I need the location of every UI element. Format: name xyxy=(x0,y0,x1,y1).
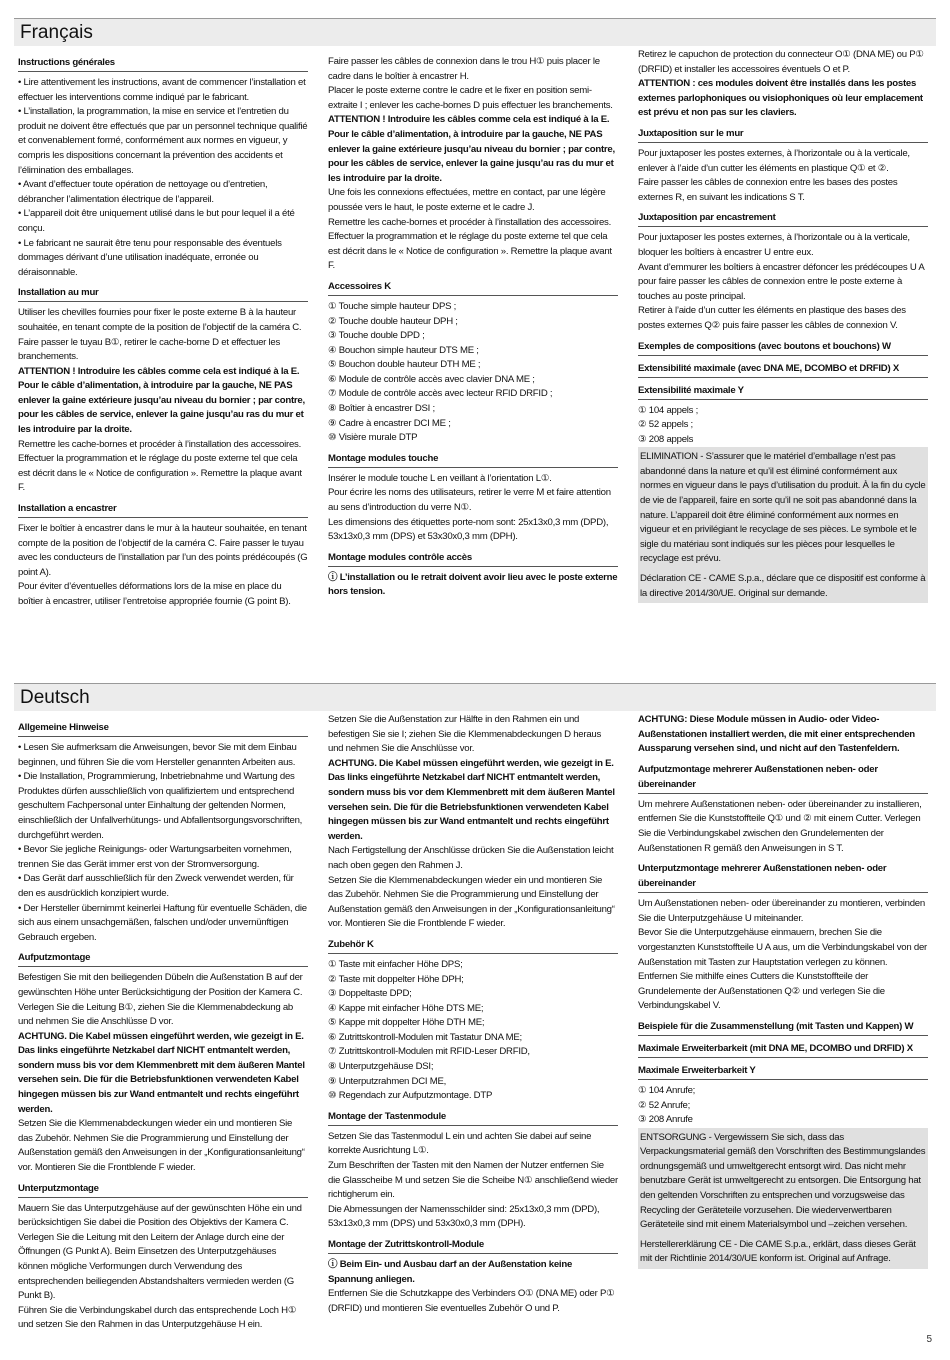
section-heading: Extensibilité maximale (avec DNA ME, DCOMBO et DRFID) X xyxy=(638,361,928,378)
body-paragraph: Faire passer les câbles de connexion dans le trou H① puis placer le cadre dans le boîtier à encastrer H. xyxy=(328,56,600,82)
body-paragraph: • Le fabricant ne saurait être tenu pour responsable des éventuels dommages dérivant d’une utilisation inadéquate, erronée ou déraisonnable. xyxy=(18,237,282,278)
section-heading: Instructions générales xyxy=(18,55,308,72)
section-heading: Montage der Tastenmodule xyxy=(328,1109,618,1126)
section-heading: Maximale Erweiterbarkeit Y xyxy=(638,1063,928,1080)
body-paragraph: Bevor Sie die Unterputzgehäuse einmauern, brechen Sie die vorgestanzten Kunststoffteile U A aus, um die Verbindungskabel von der Außenstation mit Tasten zur Hauptstation verlegen zu können. xyxy=(638,927,927,968)
body-paragraph: Setzen Sie die Außenstation zur Hälfte in den Rahmen ein und befestigen Sie sie I; ziehen Sie die Klemmenabdeckungen D heraus und nehmen Sie die Anschlüsse vor. xyxy=(328,714,602,755)
section-heading: Allgemeine Hinweise xyxy=(18,720,308,737)
body-paragraph: Pour écrire les noms des utilisateurs, retirer le verre M et faire attention au sens d’introduction du verre N①. xyxy=(328,487,611,514)
body-paragraph: • Die Installation, Programmierung, Inbetriebnahme und Wartung des Produktes dürfen ausschließlich von qualifiziertem und entsprechend geschultem Fachpersonal unter Einhaltung der geltenden Normen, einschließlich der Unfallverhütungs- und Abfallentsorgungsvorschriften, durchgeführt werden. xyxy=(18,771,303,841)
section-heading: Extensibilité maximale Y xyxy=(638,383,928,400)
body-paragraph: ③ Doppeltaste DPD; xyxy=(328,988,412,1000)
body-paragraph: Remettre les cache-bornes et procéder à l’installation des accessoires. Effectuer la programmation et le réglage du poste externe tel que cela est décrit dans le « Notice de configuration ». Remettre la plaque avant F. xyxy=(18,438,302,494)
section-heading: Aufputzmontage xyxy=(18,950,308,967)
body-paragraph: Entfernen Sie mithilfe eines Cutters die Kunststoffteile der Grundelemente der Außenstationen Q② und verlegen Sie die Verbindungskabel V. xyxy=(638,971,885,1012)
body-paragraph: Faire passer les câbles de connexion entre les bases des postes externes R, en suivant les indications S T. xyxy=(638,177,898,203)
body-paragraph: ③ Touche double DPD ; xyxy=(328,330,425,342)
body-paragraph: Entfernen Sie die Schutzkappe des Verbinders O① (DNA ME) oder P① (DRFID) und montieren Sie eventuelles Zubehör O und P. xyxy=(328,1288,615,1314)
body-paragraph: ⑤ Kappe mit doppelter Höhe DTH ME; xyxy=(328,1017,485,1029)
warning-paragraph: ATTENTION ! Introduire les câbles comme cela est indiqué à la E. Pour le câble d’alimentation, à introduire par la gauche, NE PAS enlever la gaine extérieure jusqu’au niveau du bornier ; par contre, pour les câbles de service, enlever la gaine jusqu’au ras du mur et les introduire par la droite. xyxy=(328,114,615,184)
body-paragraph: ④ Bouchon simple hauteur DTS ME ; xyxy=(328,344,479,356)
body-paragraph: Insérer le module touche L en veillant à l’orientation L①. xyxy=(328,472,552,484)
fr-column-2 xyxy=(328,55,618,600)
body-paragraph: ⑧ Unterputzgehäuse DSI; xyxy=(328,1061,434,1073)
body-paragraph: ⑥ Module de contrôle accès avec clavier DNA ME ; xyxy=(328,373,535,385)
body-paragraph: ⑦ Module de contrôle accès avec lecteur RFID DRFID ; xyxy=(328,388,553,400)
body-paragraph: Placer le poste externe contre le cadre et le fixer en position semi-extraite I ; enlever les cache-bornes D puis effectuer les branchements. xyxy=(328,85,613,111)
warning-paragraph: ACHTUNG. Die Kabel müssen eingeführt werden, wie gezeigt in E. Das links eingeführte Netzkabel darf NICHT entmantelt werden, sondern muss bis vor dem Klemmenbrett mit dem äußeren Mantel versehen sein. Die für die Betriebsfunktionen verwendeten Kabel hingegen müssen bis zur Wand entmantelt und rechts eingeführt werden. xyxy=(18,1030,305,1115)
body-paragraph: Setzen Sie das Tastenmodul L ein und achten Sie dabei auf seine korrekte Ausrichtung L①. xyxy=(328,1130,592,1157)
body-paragraph: ⑦ Zutrittskontroll-Modulen mit RFID-Leser DRFID, xyxy=(328,1046,530,1058)
section-heading: Unterputzmontage mehrerer Außenstationen neben- oder übereinander xyxy=(638,861,928,893)
body-paragraph: Die Abmessungen der Namensschilder sind: 25x13x0,3 mm (DPD), 53x13x0,3 mm (DPS) und 53x30x0,3 mm (DPH). xyxy=(328,1203,600,1230)
section-heading: Aufputzmontage mehrerer Außenstationen neben- oder übereinander xyxy=(638,762,928,794)
notice-paragraph: Herstellererklärung CE - Die CAME S.p.a., erklärt, dass dieses Gerät mit der Richtlinie 2014/30/UE konform ist. Original auf Anfrage. xyxy=(638,1235,928,1269)
body-paragraph: • Avant d’effectuer toute opération de nettoyage ou d’entretien, débrancher l’alimentation électrique de l’appareil. xyxy=(18,179,268,205)
body-paragraph: ② Touche double hauteur DPH ; xyxy=(328,315,458,327)
warning-paragraph: ATTENTION : ces modules doivent être installés dans les postes externes parlophoniques ou visiophoniques où leur emplacement est prévu et non pas sur les claviers. xyxy=(638,78,923,119)
body-paragraph: • Lire attentivement les instructions, avant de commencer l’installation et effectuer les interventions comme indiqué par le fabricant. xyxy=(18,77,306,103)
section-heading: Unterputzmontage xyxy=(18,1181,308,1198)
body-paragraph: Nach Fertigstellung der Anschlüsse drücken Sie die Außenstation leicht nach oben gegen den Rahmen J. xyxy=(328,845,614,871)
body-paragraph: Retirez le capuchon de protection du connecteur O① (DNA ME) ou P① (DRFID) et installer les accessoires éventuels O et P. xyxy=(638,49,924,75)
warning-paragraph: ⓘ Beim Ein- und Ausbau darf an der Außenstation keine Spannung anliegen. xyxy=(328,1259,573,1285)
section-heading: Montage der Zutrittskontroll-Module xyxy=(328,1237,618,1254)
body-paragraph: ⑧ Boîtier à encastrer DSI ; xyxy=(328,403,435,415)
body-paragraph: • L’appareil doit être uniquement utilisé dans le but pour lequel il a été conçu. xyxy=(18,208,295,234)
notice-paragraph: ENTSORGUNG - Vergewissern Sie sich, dass das Verpackungsmaterial gemäß den Vorschriften des Bestimmungslandes ordnungsgemäß und umweltgerecht entsorgt wird. Das nicht mehr benutzbare Gerät ist umweltgerecht zu entsorgen. Die Entsorgung hat den geltenden Vorschriften zu entsprechen und vorzugsweise das Recycling der Geräteteile vorzusehen. Die wiederverwertbaren Geräteteile sind mit einem Materialsymbol und –zeichen versehen. xyxy=(638,1128,928,1235)
warning-paragraph: ACHTUNG: Diese Module müssen in Audio- oder Video-Außenstationen installiert werden, die mit einer entsprechenden Aussparung versehen sind, und nicht auf den Tastenfeldern. xyxy=(638,714,915,755)
section-heading: Maximale Erweiterbarkeit (mit DNA ME, DCOMBO und DRFID) X xyxy=(638,1041,928,1058)
warning-paragraph: ATTENTION ! Introduire les câbles comme cela est indiqué à la E. Pour le câble d’alimentation, à introduire par la gauche, NE PAS enlever la gaine extérieure jusqu’au niveau du bornier ; par contre, pour les câbles de service, enlever la gaine jusqu’au ras du mur et les introduire par la droite. xyxy=(18,365,305,436)
body-paragraph: ① 104 appels ; xyxy=(638,404,699,416)
section-heading: Beispiele für die Zusammenstellung (mit Tasten und Kappen) W xyxy=(638,1019,928,1036)
body-paragraph: Remettre les cache-bornes et procéder à l’installation des accessoires. Effectuer la programmation et le réglage du poste externe tel que cela est décrit dans le « Notice de configuration ». Remettre la plaque avant F. xyxy=(328,216,612,272)
body-paragraph: ③ 208 Anrufe xyxy=(638,1114,693,1126)
body-paragraph: ② Taste mit doppelter Höhe DPH; xyxy=(328,973,464,985)
body-paragraph: Utiliser les chevilles fournies pour fixer le poste externe B à la hauteur souhaitée, en tenant compte de la position de l’objectif de la caméra C. xyxy=(18,307,302,333)
body-paragraph: Zum Beschriften der Tasten mit den Namen der Nutzer entfernen Sie die Glasscheibe M und setzen Sie die Scheibe N① anschließend wieder richtigherum ein. xyxy=(328,1160,618,1201)
body-paragraph: • Das Gerät darf ausschließlich für den Zweck verwendet werden, für den es ausdrücklich konzipiert wurde. xyxy=(18,873,294,899)
section-heading: Montage modules contrôle accès xyxy=(328,550,618,567)
fr-column-3 xyxy=(638,48,928,603)
body-paragraph: Führen Sie die Verbindungskabel durch das entsprechende Loch H① und setzen Sie den Rahmen in das Unterputzgehäuse H ein. xyxy=(18,1304,297,1331)
section-heading: Zubehör K xyxy=(328,937,618,954)
page-number: 5 xyxy=(926,1334,932,1345)
section-heading: Juxtaposition sur le mur xyxy=(638,126,928,143)
body-paragraph: ② 52 Anrufe; xyxy=(638,1099,691,1111)
section-heading: Juxtaposition par encastrement xyxy=(638,210,928,227)
body-paragraph: • Bevor Sie jegliche Reinigungs- oder Wartungsarbeiten vornehmen, trennen Sie das Gerät immer erst von der Stromversorgung. xyxy=(18,844,292,870)
body-paragraph: Une fois les connexions effectuées, mettre en contact, par une légère poussée vers le haut, le poste externe et le cadre J. xyxy=(328,187,606,213)
body-paragraph: ⑤ Bouchon double hauteur DTH ME ; xyxy=(328,359,481,371)
notice-paragraph: ELIMINATION - S’assurer que le matériel d’emballage n’est pas abandonné dans la nature et qu’il est éliminé conformément aux normes en vigueur dans le pays d’utilisation du produit. À la fin du cycle de vie de l’appareil, faire en sorte qu’il ne soit pas abandonné dans la nature. L’appareil doit être éliminé conformément aux normes en vigueur et en privilégiant le recyclage de ses pièces. Le symbole et le sigle du matériau sont indiqués sur les pièces pour lesquelles le recyclage est prévu. xyxy=(638,447,928,569)
body-paragraph: Pour juxtaposer les postes externes, à l’horizontale ou à la verticale, enlever à l’aide d’un cutter les éléments en plastique Q① et ②. xyxy=(638,147,910,174)
body-paragraph: ⑩ Regendach zur Aufputzmontage. DTP xyxy=(328,1090,493,1102)
body-paragraph: Faire passer le tuyau B①, retirer le cache-borne D et effectuer les branchements. xyxy=(18,336,281,363)
body-paragraph: • Lesen Sie aufmerksam die Anweisungen, bevor Sie mit dem Einbau beginnen, und führen Sie die vom Hersteller genannten Arbeiten aus. xyxy=(18,742,297,768)
de-column-2 xyxy=(328,713,618,1316)
body-paragraph: ③ 208 appels xyxy=(638,433,694,445)
body-paragraph: ⑨ Unterputzrahmen DCI ME, xyxy=(328,1075,447,1087)
section-header-deutsch: Deutsch xyxy=(14,683,936,711)
body-paragraph: ⑩ Visière murale DTP xyxy=(328,432,418,444)
section-heading: Installation a encastrer xyxy=(18,501,308,518)
body-paragraph: • Der Hersteller übernimmt keinerlei Haftung für eventuelle Schäden, die sich aus einem unsachgemäßen, falschen und/oder unvernünftigen Gebrauch ergeben. xyxy=(18,902,307,943)
body-paragraph: ① 104 Anrufe; xyxy=(638,1084,696,1096)
section-header-francais: Français xyxy=(14,18,936,46)
body-paragraph: ① Taste mit einfacher Höhe DPS; xyxy=(328,958,463,970)
de-column-1 xyxy=(18,720,308,1333)
body-paragraph: Um mehrere Außenstationen neben- oder übereinander zu installieren, entfernen Sie die Kunststoffteile Q① und ② mit einem Cutter. Verlegen Sie die Verbindungskabel zwischen den Grundelementen der Außenstationen R gemäß den Anweisungen in S T. xyxy=(638,798,922,854)
body-paragraph: Retirer à l’aide d’un cutter les éléments en plastique des bases des postes externes Q② puis faire passer les câbles de connexion V. xyxy=(638,305,906,331)
body-paragraph: Pour juxtaposer les postes externes, à l’horizontale ou à la verticale, bloquer les boîtiers à encastrer U entre eux. xyxy=(638,232,910,258)
warning-paragraph: ⓘ L’installation ou le retrait doivent avoir lieu avec le poste externe hors tension. xyxy=(328,571,618,598)
body-paragraph: Les dimensions des étiquettes porte-nom sont: 25x13x0,3 mm (DPD), 53x13x0,3 mm (DPS) et 53x30x0,3 mm (DPH). xyxy=(328,516,609,543)
section-heading: Montage modules touche xyxy=(328,451,618,468)
body-paragraph: • L’installation, la programmation, la mise en service et l’entretien du produit ne doivent être effectués que par un personnel technique qualifié et convenablement formé, conformément aux normes en vigueur, y compris les dispositions concernant la prévention des accidents et l’élimination des emballages. xyxy=(18,106,308,176)
body-paragraph: Fixer le boîtier à encastrer dans le mur à la hauteur souhaitée, en tenant compte de la position de l’objectif de la caméra C. Faire passer le tuyau avec les conducteurs de l’installation par l’un des points prédécoupés (G point A). xyxy=(18,523,308,578)
body-paragraph: ⑨ Cadre à encastrer DCI ME ; xyxy=(328,417,451,429)
body-paragraph: Setzen Sie die Klemmenabdeckungen wieder ein und montieren Sie das Zubehör. Nehmen Sie die Programmierung und Einstellung der Außenstation gemäß den Anweisungen in der „Konfigurationsanleitung“ vor. Montieren Sie die Frontblende F wieder. xyxy=(328,874,615,930)
body-paragraph: ② 52 appels ; xyxy=(638,419,693,431)
body-paragraph: ① Touche simple hauteur DPS ; xyxy=(328,300,457,312)
body-paragraph: Avant d’emmurer les boîtiers à encastrer défoncer les prédécoupes U A pour faire passer les câbles de connexion entre le poste externe à touches au poste principal. xyxy=(638,261,925,302)
body-paragraph: Mauern Sie das Unterputzgehäuse auf der gewünschten Höhe ein und berücksichtigen Sie dabei die Position des Objektivs der Kamera C. Verlegen Sie die Leitung mit den Leitern der Anlage durch eine der Öffnungen (G Punkt A). Beim Einsetzen des Unterputzgehäuses können mögliche Verformungen durch Verwendung des entsprechenden beiliegenden Abstandshalters vermieden werden (G Punkt B). xyxy=(18,1202,302,1302)
body-paragraph: Befestigen Sie mit den beiliegenden Dübeln die Außenstation B auf der gewünschten Höhe unter Berücksichtigung der Position der Kamera C. Verlegen Sie die Leitung B①, ziehen Sie die Klemmenabdeckung ab und nehmen Sie die Anschlüsse D vor. xyxy=(18,972,303,1028)
body-paragraph: ④ Kappe mit einfacher Höhe DTS ME; xyxy=(328,1002,484,1014)
section-heading: Accessoires K xyxy=(328,279,618,296)
body-paragraph: Um Außenstationen neben- oder übereinander zu montieren, verbinden Sie die Unterputzgehäuse U miteinander. xyxy=(638,898,925,924)
body-paragraph: Pour éviter d’éventuelles déformations lors de la mise en place du boîtier à encastrer, utiliser l’entretoise appropriée fournie (G point B). xyxy=(18,581,291,607)
de-column-3 xyxy=(638,713,928,1269)
body-paragraph: Setzen Sie die Klemmenabdeckungen wieder ein und montieren Sie das Zubehör. Nehmen Sie die Programmierung und Einstellung der Außenstation gemäß den Anweisungen in der „Konfigurationsanleitung“ vor. Montieren Sie die Frontblende F wieder. xyxy=(18,1118,305,1174)
fr-column-1 xyxy=(18,55,308,610)
notice-paragraph: Déclaration CE - CAME S.p.a., déclare que ce dispositif est conforme à la directive 2014/30/UE. Original sur demande. xyxy=(638,569,928,603)
warning-paragraph: ACHTUNG. Die Kabel müssen eingeführt werden, wie gezeigt in E. Das links eingeführte Netzkabel darf NICHT entmantelt werden, sondern muss bis vor dem Klemmenbrett mit dem äußeren Mantel versehen sein. Die für die Betriebsfunktionen verwendeten Kabel hingegen müssen bis zur Wand entmantelt und rechts eingeführt werden. xyxy=(328,757,615,842)
section-heading: Exemples de compositions (avec boutons et bouchons) W xyxy=(638,339,928,356)
section-heading: Installation au mur xyxy=(18,285,308,302)
body-paragraph: ⑥ Zutrittskontroll-Modulen mit Tastatur DNA ME; xyxy=(328,1031,522,1043)
